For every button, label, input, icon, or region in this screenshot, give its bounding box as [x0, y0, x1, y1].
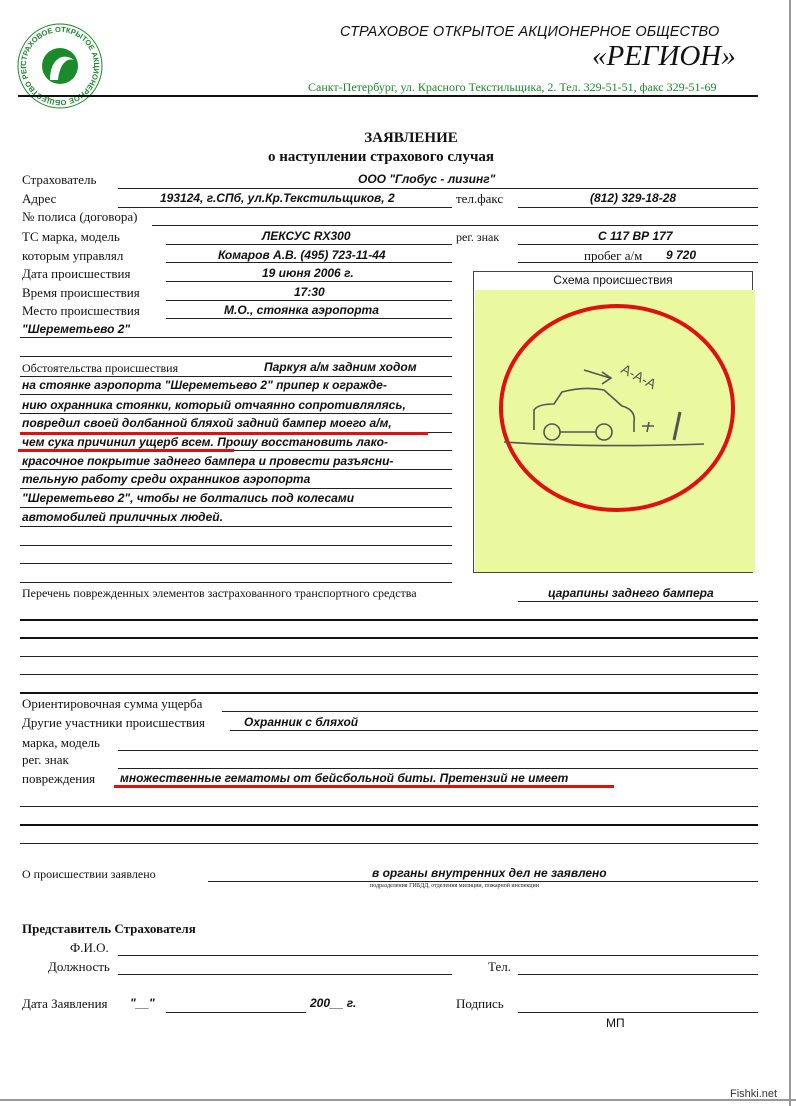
circ-line-8: [20, 526, 452, 527]
driver-line: [166, 262, 452, 263]
circumstances-first[interactable]: Паркуя а/м задним ходом: [264, 360, 417, 374]
circumstances-line-6[interactable]: тельную работу среди охранников аэропорта: [22, 472, 311, 486]
annotation-underline-3: [114, 785, 614, 788]
sum-label: Ориентировочная сумма ущерба: [22, 696, 203, 711]
sign-line: [518, 1012, 758, 1013]
phone-fax-label: тел.факс: [456, 191, 504, 206]
doc-subtitle: о наступлении страхового случая: [267, 149, 495, 165]
vehicle-line: [166, 244, 452, 245]
circ-line-11: [20, 582, 452, 583]
doc-title: ЗАЯВЛЕНИЕ: [364, 130, 458, 146]
sign-label: Подпись: [456, 996, 504, 1011]
scheme-title: Схема происшествия: [553, 273, 673, 287]
circ-line-5: [20, 469, 452, 470]
policy-line: [152, 225, 758, 226]
place-label: Место происшествия: [22, 303, 140, 318]
damaged-value[interactable]: царапины заднего бампера: [548, 586, 714, 600]
circ-line-9: [20, 545, 452, 546]
place-line: [166, 318, 452, 319]
circumstances-line-1[interactable]: на стоянке аэропорта "Шереметьево 2" припер к огражде-: [22, 378, 387, 392]
damaged-line-5: [20, 692, 758, 694]
date-app-label: Дата Заявления: [22, 996, 108, 1011]
other-reg-label: рег. знак: [22, 752, 69, 767]
date-app-line: [166, 1012, 306, 1013]
other-line-1: [20, 806, 758, 807]
phone-fax-value[interactable]: (812) 329-18-28: [590, 191, 677, 205]
other-line-3: [20, 843, 758, 844]
date-app-quote[interactable]: "__": [130, 996, 155, 1010]
circ-line-0: [20, 376, 452, 377]
damage-label: повреждения: [22, 771, 96, 786]
place-line-2: [20, 337, 452, 338]
other-reg-line: [118, 768, 758, 769]
reported-line: [208, 881, 758, 882]
participants-label: Другие участники происшествия: [22, 715, 206, 730]
damaged-line-4: [20, 674, 758, 675]
insurer-value[interactable]: ООО "Глобус - лизинг": [358, 172, 496, 186]
address-label: Адрес: [22, 191, 57, 206]
insurer-line: [118, 188, 758, 189]
reported-value[interactable]: в органы внутренних дел не заявлено: [372, 866, 607, 880]
position-label: Должность: [48, 959, 110, 974]
date-app-year[interactable]: 200__ г.: [310, 996, 357, 1010]
damaged-label: Перечень поврежденных элементов застрахованного транспортного средства: [22, 586, 417, 600]
circ-line-6: [20, 488, 452, 489]
position-line: [118, 974, 452, 975]
fio-label: Ф.И.О.: [70, 940, 109, 955]
tel-line: [518, 974, 758, 975]
driver-label: которым управлял: [22, 248, 124, 263]
model-label: марка, модель: [22, 735, 100, 750]
damaged-line-3: [20, 656, 758, 657]
mileage-value[interactable]: 9 720: [666, 248, 697, 262]
participants-value[interactable]: Охранник с бляхой: [244, 715, 359, 729]
vehicle-value[interactable]: ЛЕКСУС RX300: [262, 229, 351, 243]
annotation-underline-2: [18, 449, 234, 452]
time-label: Время происшествия: [22, 285, 140, 300]
phone-line: [518, 207, 758, 208]
header-rule: [18, 95, 758, 97]
reg-value[interactable]: С 117 ВР 177: [598, 229, 673, 243]
circumstances-line-2[interactable]: нию охранника стоянки, который отчаянно сопротивлялясь,: [22, 398, 406, 412]
address-line: [118, 207, 452, 208]
circumstances-line-3[interactable]: повредил своей долбанной бляхой задний бампер моего а/м,: [22, 416, 392, 430]
damaged-line-2: [20, 637, 758, 639]
mileage-label: пробег а/м: [584, 248, 643, 263]
scheme-box: [473, 271, 753, 573]
insurer-label: Страхователь: [22, 172, 97, 187]
reported-hint: подразделения ГИБДД, отделения милиции, пожарной инспекции: [370, 883, 539, 889]
representative-title: Представитель Страхователя: [22, 921, 196, 936]
reg-line: [518, 244, 758, 245]
page-edge-right: [789, 0, 791, 1106]
company-address: Санкт-Петербург, ул. Красного Текстильщика, 2. Тел. 329-51-51, факс 329-51-69: [308, 80, 717, 94]
mileage-line: [518, 262, 758, 263]
circumstances-label: Обстоятельства происшествия: [22, 361, 179, 375]
policy-label: № полиса (договора): [22, 209, 138, 224]
company-name: «РЕГИОН»: [592, 40, 736, 72]
circumstances-line-7[interactable]: "Шереметьево 2", чтобы не болтались под колесами: [22, 491, 355, 505]
tel-label: Тел.: [488, 959, 511, 974]
svg-text:СТРАХОВОЕ ОТКРЫТОЕ АКЦИОНЕРНОЕ: СТРАХОВОЕ ОТКРЫТОЕ АКЦИОНЕРНОЕ ОБЩЕСТВО РЕГ: [18, 24, 102, 108]
circ-line-1: [20, 394, 452, 395]
annotation-underline-1: [20, 432, 428, 435]
driver-value[interactable]: Комаров А.В. (495) 723-11-44: [218, 248, 386, 262]
accident-sketch: [474, 272, 764, 572]
damage-value[interactable]: множественные гематомы от бейсбольной биты. Претензий не имеет: [120, 771, 569, 785]
damaged-line-1: [20, 619, 758, 621]
sketch-text: А-А-А: [618, 360, 660, 393]
company-line: СТРАХОВОЕ ОТКРЫТОЕ АКЦИОНЕРНОЕ ОБЩЕСТВО: [340, 24, 720, 40]
fio-line: [118, 955, 758, 956]
circumstances-line-8[interactable]: автомобилей приличных людей.: [22, 510, 223, 524]
circ-line-10: [20, 563, 452, 564]
reported-label: О происшествии заявлено: [22, 867, 156, 881]
page-edge-bottom: [0, 1099, 796, 1101]
date-line: [166, 281, 452, 282]
date-label: Дата происшествия: [22, 266, 131, 281]
time-line: [166, 300, 452, 301]
damaged-line: [518, 601, 758, 602]
place-value-2[interactable]: "Шереметьево 2": [22, 322, 131, 336]
model-line: [118, 750, 758, 751]
circumstances-line-4[interactable]: чем сука причинил ущерб всем. Прошу восстановить лако-: [22, 435, 388, 449]
watermark: Fishki.net: [730, 1088, 778, 1100]
stamp-label: МП: [606, 1016, 625, 1030]
time-value[interactable]: 17:30: [294, 285, 325, 299]
circ-top-line: [20, 356, 452, 357]
address-value[interactable]: 193124, г.СПб, ул.Кр.Текстильщиков, 2: [160, 191, 395, 205]
circ-line-7: [20, 507, 452, 508]
other-line-2: [20, 824, 758, 826]
circumstances-line-5[interactable]: красочное покрытие заднего бампера и провести разъясни-: [22, 454, 394, 468]
circ-line-2: [20, 413, 452, 414]
date-value[interactable]: 19 июня 2006 г.: [262, 266, 354, 280]
place-value[interactable]: М.О., стоянка аэропорта: [224, 303, 379, 317]
sum-line: [222, 711, 758, 712]
participants-line: [230, 730, 758, 731]
reg-label: рег. знак: [456, 230, 500, 244]
vehicle-label: ТС марка, модель: [22, 229, 120, 244]
